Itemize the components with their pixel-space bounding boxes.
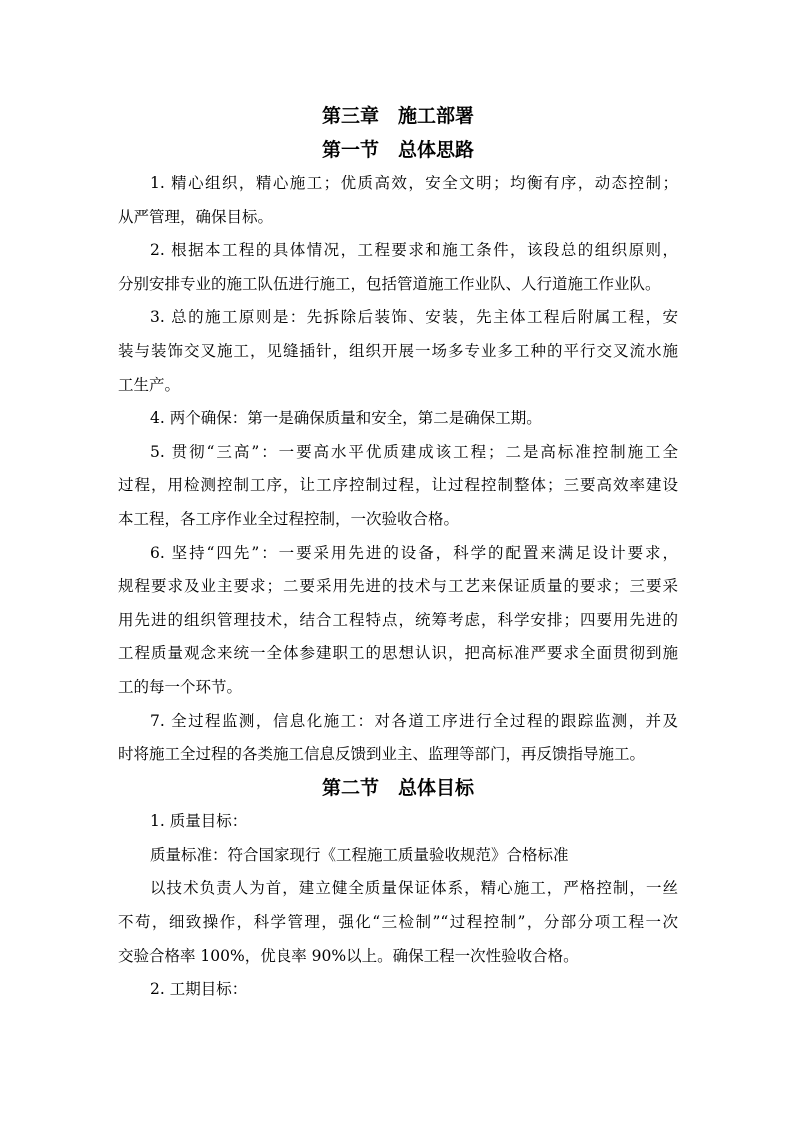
section-1-body <box>118 167 678 772</box>
paragraph <box>118 973 678 1007</box>
paragraph <box>118 805 678 839</box>
paragraph <box>118 839 678 873</box>
paragraph-line: 3. 总的施工原则是：先拆除后装饰、安装，先主体工程后附属工程，安 <box>150 308 678 327</box>
paragraph <box>118 436 678 537</box>
paragraph-line: 2. 工期目标： <box>150 980 248 999</box>
section-1-title: 第一节 总体思路 <box>321 138 474 161</box>
paragraph <box>118 301 678 402</box>
paragraph-line: 不苟，细致操作，科学管理，强化“三检制”“过程控制”，分部分项工程一次 <box>118 912 678 931</box>
paragraph-line: 从严管理，确保目标。 <box>118 207 274 226</box>
document-page <box>118 100 678 1007</box>
paragraph-line: 1. 精心组织，精心施工；优质高效，安全文明；均衡有序，动态控制； <box>150 174 678 192</box>
chapter-title: 第三章 施工部署 <box>321 105 474 127</box>
section-2-title: 第二节 总体目标 <box>321 776 474 799</box>
paragraph-line: 工程质量观念来统一全体参建职工的思想认识，把高标准严要求全面贯彻到施 <box>118 644 678 663</box>
section-2-body <box>118 805 678 1007</box>
paragraph-line: 5. 贯彻“三高”：一要高水平优质建成该工程；二是高标准控制施工全 <box>150 442 678 461</box>
paragraph-line: 装与装饰交叉施工，见缝插针，组织开展一场多专业多工种的平行交叉流水施 <box>118 341 678 360</box>
paragraph-line: 交验合格率 100%，优良率 90%以上。确保工程一次性验收合格。 <box>118 946 579 965</box>
paragraph-line: 本工程，各工序作业全过程控制，一次验收合格。 <box>118 509 460 528</box>
paragraph <box>118 167 678 234</box>
paragraph-line: 7. 全过程监测，信息化施工：对各道工序进行全过程的跟踪监测，并及 <box>150 711 678 730</box>
paragraph-line: 6. 坚持“四先”：一要采用先进的设备，科学的配置来满足设计要求， <box>150 543 678 562</box>
paragraph <box>118 872 678 973</box>
paragraph-line: 4. 两个确保：第一是确保质量和安全，第二是确保工期。 <box>150 409 542 428</box>
paragraph-line: 以技术负责人为首，建立健全质量保证体系，精心施工，严格控制，一丝 <box>150 879 678 898</box>
paragraph-line: 规程要求及业主要求；二要采用先进的技术与工艺来保证质量的要求；三要采 <box>118 577 678 596</box>
paragraph-line: 时将施工全过程的各类施工信息反馈到业主、监理等部门，再反馈指导施工。 <box>118 745 646 764</box>
paragraph-line: 过程，用检测控制工序，让工序控制过程，让过程控制整体；三要高效率建设 <box>118 476 678 495</box>
paragraph-line: 分别安排专业的施工队伍进行施工，包括管道施工作业队、人行道施工作业队。 <box>118 274 661 293</box>
paragraph-line: 工的每一个环节。 <box>118 677 243 696</box>
paragraph <box>118 402 678 436</box>
paragraph-line: 质量标准：符合国家现行《工程施工质量验收规范》合格标准 <box>150 845 569 864</box>
paragraph <box>118 537 678 705</box>
paragraph-line: 工生产。 <box>118 375 181 394</box>
paragraph-line: 用先进的组织管理技术，结合工程特点，统筹考虑，科学安排；四要用先进的 <box>118 610 678 629</box>
paragraph-line: 2. 根据本工程的具体情况，工程要求和施工条件，该段总的组织原则， <box>150 241 678 260</box>
paragraph <box>118 705 678 772</box>
paragraph <box>118 234 678 301</box>
paragraph-line: 1. 质量目标： <box>150 812 248 831</box>
